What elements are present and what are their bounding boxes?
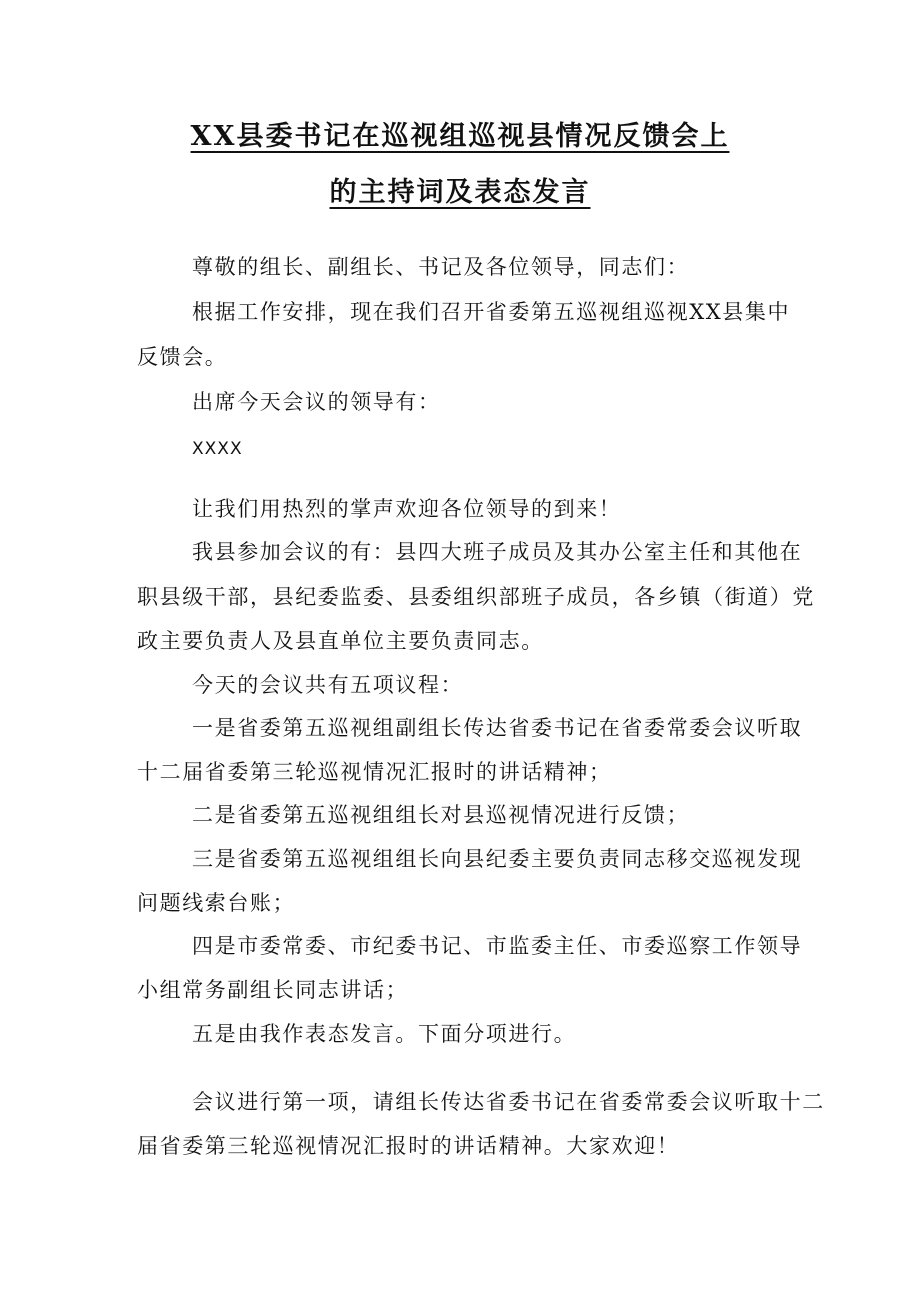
agenda-item-1: 一是省委第五巡视组副组长传达省委书记在省委常委会议听取	[192, 716, 803, 740]
document-title-line-2: 的主持词及表态发言	[329, 177, 591, 208]
agenda-item-5: 五是由我作表态发言。下面分项进行。	[192, 1022, 577, 1046]
paragraph-line: 政主要负责人及县直单位主要负责同志。	[137, 629, 544, 653]
paragraph-line: 我县参加会议的有：县四大班子成员及其办公室主任和其他在	[192, 540, 803, 564]
document-title-line-1: XX县委书记在巡视组巡视县情况反馈会上	[190, 121, 730, 152]
paragraph-line: 反馈会。	[137, 345, 228, 369]
agenda-item-4: 四是市委常委、市纪委书记、市监委主任、市委巡察工作领导	[192, 934, 803, 958]
agenda-item-3: 三是省委第五巡视组组长向县纪委主要负责同志移交巡视发现	[192, 847, 803, 871]
agenda-item-4-cont: 小组常务副组长同志讲话；	[137, 978, 409, 1002]
paragraph-line: 出席今天会议的领导有：	[192, 390, 441, 414]
paragraph-line: 职县级干部，县纪委监委、县委组织部班子成员，各乡镇（街道）党	[137, 585, 815, 609]
paragraph-line: 今天的会议共有五项议程：	[192, 673, 464, 697]
paragraph-line: 让我们用热烈的掌声欢迎各位领导的到来！	[192, 497, 622, 521]
agenda-item-3-cont: 问题线索台账；	[137, 891, 296, 915]
agenda-item-2: 二是省委第五巡视组组长对县巡视情况进行反馈；	[192, 803, 690, 827]
agenda-item-1-cont: 十二届省委第三轮巡视情况汇报时的讲话精神；	[137, 760, 612, 784]
salutation: 尊敬的组长、副组长、书记及各位领导，同志们：	[192, 255, 690, 279]
paragraph-line: 根据工作安排，现在我们召开省委第五巡视组巡视XX县集中	[192, 300, 791, 324]
paragraph-line: 届省委第三轮巡视情况汇报时的讲话精神。大家欢迎！	[137, 1134, 680, 1158]
leader-placeholder: XXXX	[192, 439, 243, 459]
paragraph-line: 会议进行第一项，请组长传达省委书记在省委常委会议听取十二	[192, 1090, 825, 1114]
